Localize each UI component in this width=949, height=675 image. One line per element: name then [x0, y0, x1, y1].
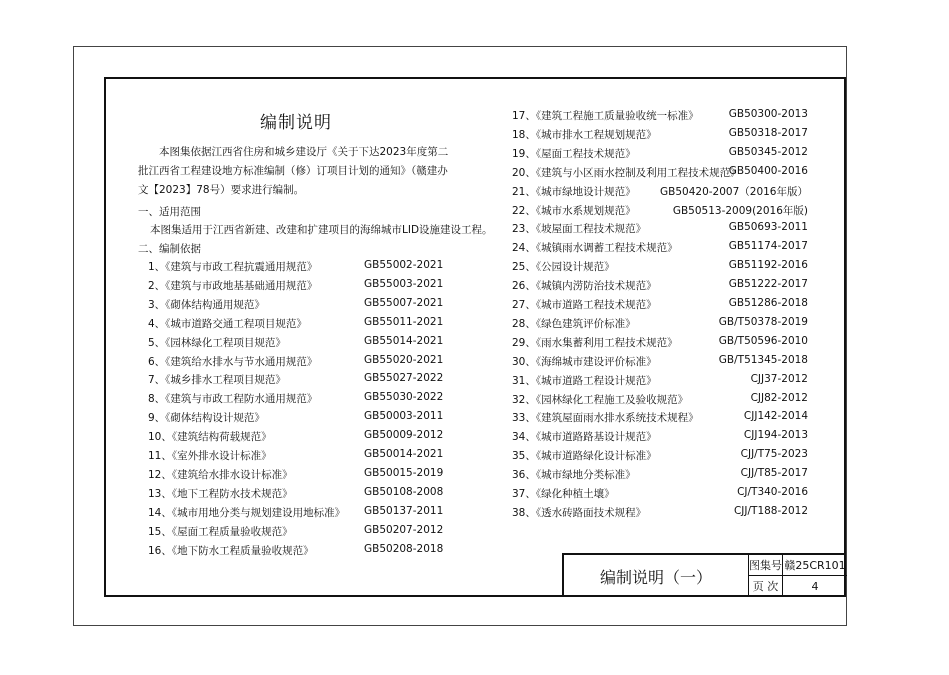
reference-name: 10、《建筑结构荷载规范》: [148, 431, 272, 444]
reference-name: 5、《园林绿化工程项目规范》: [148, 336, 286, 349]
reference-name: 3、《砌体结构通用规范》: [148, 298, 265, 311]
reference-item: [512, 278, 808, 296]
reference-code: CJJ82-2012: [750, 391, 808, 404]
reference-name: 24、《城镇雨水调蓄工程技术规范》: [512, 242, 678, 255]
reference-code: GB50693-2011: [728, 221, 808, 234]
reference-code: GB50400-2016: [728, 164, 808, 177]
reference-item: [512, 429, 808, 447]
reference-code: GB50420-2007（2016年版）: [660, 185, 808, 198]
reference-name: 32、《园林绿化工程施工及验收规范》: [512, 393, 689, 406]
reference-code: GB55002-2021: [364, 259, 444, 271]
reference-name: 1、《建筑与市政工程抗震通用规范》: [148, 261, 318, 273]
reference-code: GB55014-2021: [364, 334, 444, 347]
reference-name: 23、《坡屋面工程技术规范》: [512, 223, 647, 236]
reference-name: 12、《建筑给水排水设计标准》: [148, 468, 293, 481]
reference-name: 11、《室外排水设计标准》: [148, 450, 272, 462]
reference-item: [512, 354, 808, 372]
reference-name: 13、《地下工程防水技术规范》: [148, 487, 293, 500]
reference-item: [512, 297, 808, 315]
reference-code: GB50137-2011: [364, 504, 444, 517]
reference-item: [512, 486, 808, 504]
reference-item: [512, 505, 808, 523]
reference-name: 9、《砌体结构设计规范》: [148, 412, 265, 425]
page-number-value: 4: [811, 580, 819, 593]
reference-name: 26、《城镇内涝防治技术规范》: [512, 280, 657, 293]
reference-item: [512, 316, 808, 334]
reference-code: GB51174-2017: [728, 240, 808, 253]
reference-name: 2、《建筑与市政地基基础通用规范》: [148, 279, 318, 292]
intro-paragraph: 本图集依据江西省住房和城乡建设厅《关于下达2023年度第二批江西省工程建设地方标准编制（修）订项目计划的通知》（赣建办文【2023】78号）要求进行编制。: [138, 146, 449, 196]
reference-name: 21、《城市绿地设计规范》: [512, 185, 636, 198]
reference-code: GB50108-2008: [364, 485, 444, 498]
reference-code: GB55003-2021: [364, 277, 444, 290]
reference-name: 25、《公园设计规范》: [512, 261, 615, 274]
reference-code: GB/T50596-2010: [718, 334, 808, 347]
title-block: [562, 553, 846, 597]
reference-code: GB55020-2021: [364, 353, 444, 366]
reference-code: CJJ/T188-2012: [733, 504, 808, 517]
reference-code: GB55027-2022: [364, 372, 444, 385]
atlas-number-label: 图集号: [749, 555, 783, 576]
reference-name: 37、《绿化种植土壤》: [512, 488, 615, 500]
section2-heading: 二、编制依据: [138, 243, 201, 255]
reference-code: CJJ/T75-2023: [740, 448, 808, 461]
reference-name: 16、《地下防水工程质量验收规范》: [148, 544, 314, 557]
reference-name: 8、《建筑与市政工程防水通用规范》: [148, 393, 318, 406]
reference-item: [512, 392, 808, 410]
reference-code: GB50014-2021: [364, 448, 444, 460]
reference-item: [512, 108, 808, 126]
page-number-label: 页 次: [749, 576, 783, 597]
reference-item: [512, 146, 808, 164]
section1-heading: 一、适用范围: [138, 206, 201, 218]
reference-code: GB51286-2018: [728, 297, 808, 309]
reference-name: 34、《城市道路路基设计规范》: [512, 431, 657, 444]
reference-item: [512, 467, 808, 485]
reference-item: [512, 373, 808, 391]
reference-item: [512, 335, 808, 353]
reference-code: GB/T51345-2018: [718, 353, 808, 366]
page-title: 编制说明: [260, 113, 332, 133]
atlas-number-value: 赣25CR101: [784, 559, 846, 572]
reference-item: [512, 240, 808, 258]
reference-name: 30、《海绵城市建设评价标准》: [512, 355, 657, 368]
reference-name: 36、《城市绿地分类标准》: [512, 469, 636, 482]
reference-name: 28、《绿色建筑评价标准》: [512, 317, 636, 330]
reference-item: [512, 127, 808, 145]
reference-code: CJJ194-2013: [743, 429, 808, 442]
reference-item: [512, 410, 808, 428]
reference-name: 22、《城市水系规划规范》: [512, 204, 636, 217]
reference-item: [512, 203, 808, 221]
reference-code: GB55030-2022: [364, 391, 444, 404]
reference-name: 4、《城市道路交通工程项目规范》: [148, 317, 307, 330]
reference-code: GB50300-2013: [728, 108, 808, 120]
reference-code: GB50015-2019: [364, 466, 444, 479]
reference-code: GB50318-2017: [728, 126, 808, 139]
reference-item: [512, 448, 808, 466]
reference-name: 33、《建筑屋面雨水排水系统技术规程》: [512, 412, 699, 425]
reference-code: CJJ/T85-2017: [740, 467, 808, 480]
title-block-grid: [748, 555, 846, 597]
reference-code: GB50207-2012: [364, 523, 444, 536]
title-block-title: 编制说明（一）: [599, 567, 712, 587]
reference-name: 19、《屋面工程技术规范》: [512, 147, 636, 160]
section1-text: 本图集适用于江西省新建、改建和扩建项目的海绵城市LID设施建设工程。: [150, 224, 493, 236]
atlas-number-row: [749, 555, 847, 576]
reference-code: GB55011-2021: [364, 315, 444, 328]
reference-name: 27、《城市道路工程技术规范》: [512, 299, 657, 311]
reference-code: CJJ142-2014: [743, 410, 808, 423]
reference-item: [512, 165, 808, 183]
reference-name: 15、《屋面工程质量验收规范》: [148, 525, 293, 538]
reference-code: GB/T50378-2019: [718, 315, 808, 328]
reference-name: 20、《建筑与小区雨水控制及利用工程技术规范》: [512, 166, 741, 179]
reference-name: 17、《建筑工程施工质量验收统一标准》: [512, 110, 699, 122]
reference-code: GB51222-2017: [728, 278, 808, 291]
reference-item: [512, 221, 808, 239]
reference-code: GB55007-2021: [364, 296, 444, 309]
reference-code: GB50208-2018: [364, 542, 444, 555]
reference-code: GB50003-2011: [364, 410, 444, 423]
reference-item: [512, 259, 808, 277]
reference-code: GB51192-2016: [728, 259, 808, 272]
reference-name: 6、《建筑给水排水与节水通用规范》: [148, 355, 318, 368]
reference-name: 7、《城乡排水工程项目规范》: [148, 374, 286, 387]
reference-name: 18、《城市排水工程规划规范》: [512, 128, 657, 141]
page-number-row: [749, 576, 847, 597]
reference-name: 31、《城市道路工程设计规范》: [512, 374, 657, 387]
reference-name: 35、《城市道路绿化设计标准》: [512, 450, 657, 463]
reference-name: 29、《雨水集蓄利用工程技术规范》: [512, 336, 678, 349]
reference-code: CJJ37-2012: [750, 372, 808, 385]
reference-code: GB50513-2009(2016年版): [672, 204, 808, 217]
reference-name: 38、《透水砖路面技术规程》: [512, 506, 647, 519]
reference-code: GB50345-2012: [728, 145, 808, 158]
reference-code: CJ/T340-2016: [737, 486, 808, 498]
reference-name: 14、《城市用地分类与规划建设用地标准》: [148, 506, 346, 519]
reference-code: GB50009-2012: [364, 429, 444, 442]
reference-item: [512, 184, 808, 202]
